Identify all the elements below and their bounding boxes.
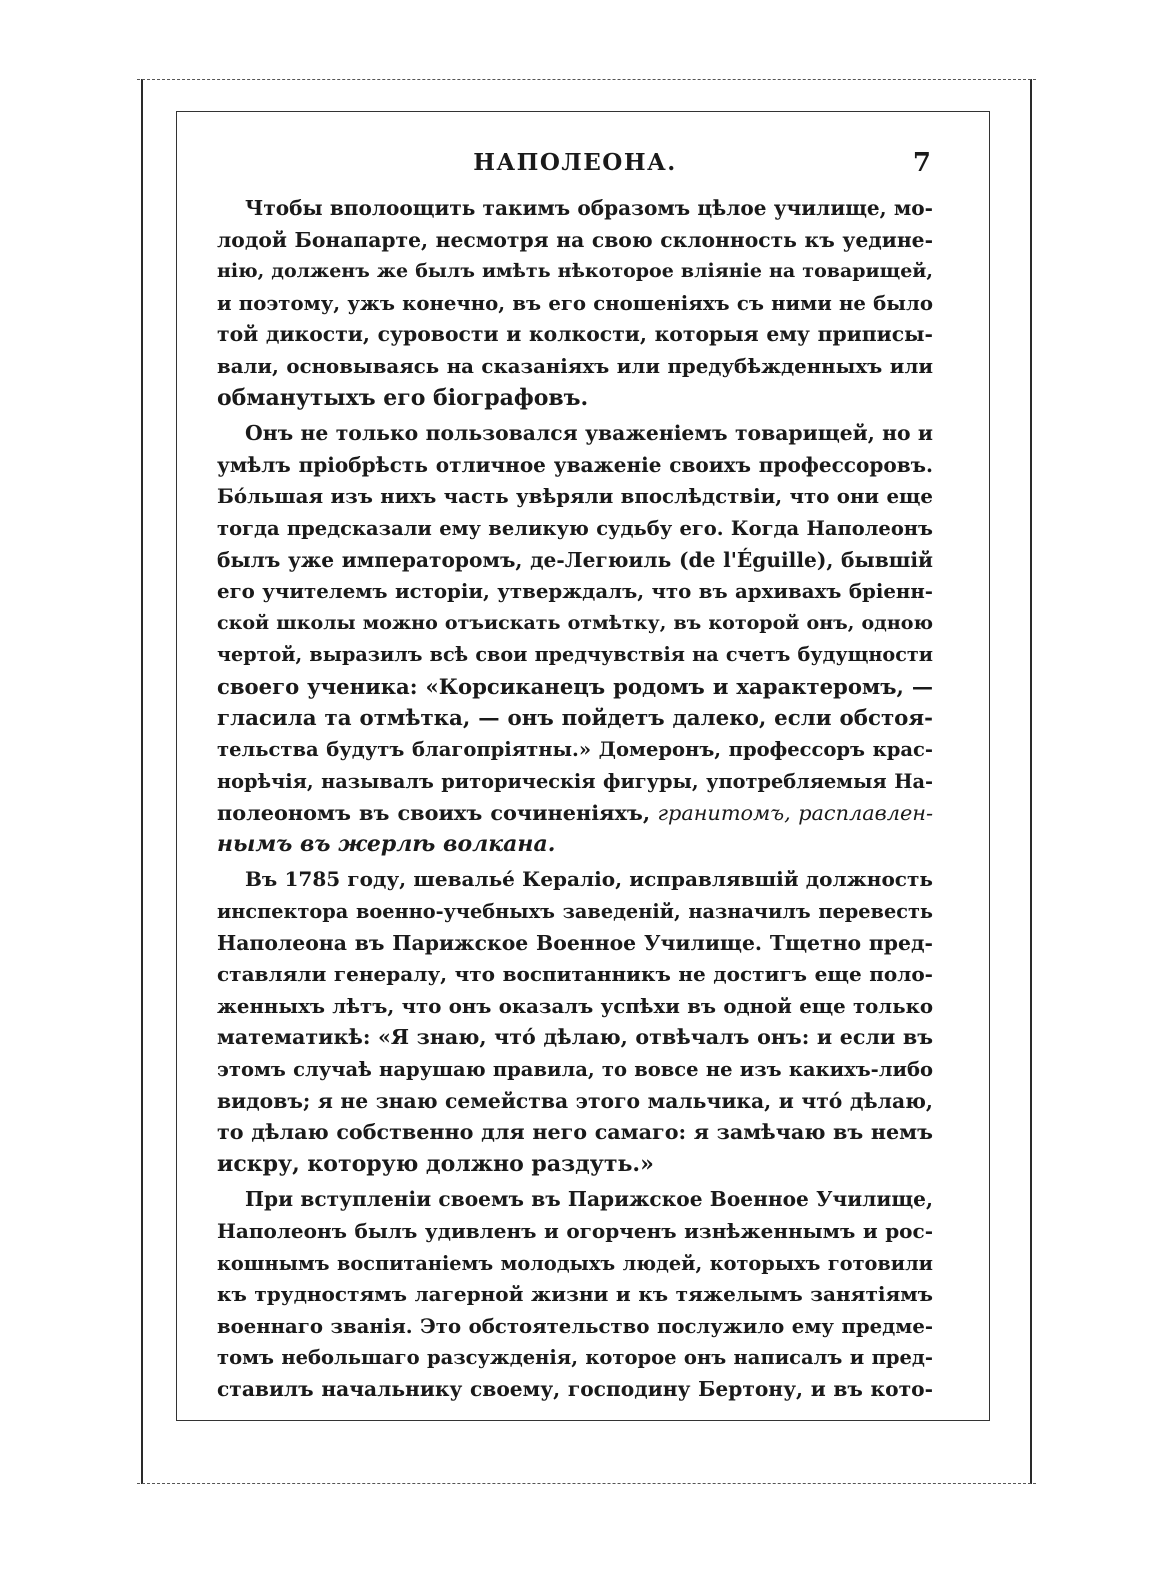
text-line: Онъ не только пользовался уваженіемъ товарищей, но и [245, 421, 933, 446]
italic-segment: гранитомъ, расплавлен- [650, 801, 933, 826]
text-line: тогда предсказали ему великую судьбу его. Когда Наполеонъ [217, 516, 933, 540]
text-line: Наполеона въ Парижское Военное Училище. Тщетно пред- [217, 930, 933, 955]
text-line: военнаго званія. Это обстоятельство послужило ему предме- [217, 1314, 933, 1338]
text-line: той дикости, суровости и колкости, которыя ему приписы- [217, 322, 933, 347]
text-line: томъ небольшаго разсужденія, которое онъ написалъ и пред- [217, 1346, 933, 1370]
paragraph-2 [217, 418, 933, 860]
text-line: ставилъ начальнику своему, господину Бертону, и въ кото- [217, 1376, 933, 1401]
paragraph-1 [217, 193, 933, 414]
text-line: чертой, выразилъ всѣ свои предчувствія на счетъ будущности [217, 643, 933, 667]
text-line: и поэтому, ужъ конечно, въ его сношеніяхъ съ ними не было [217, 291, 933, 315]
text-line: Наполеонъ былъ удивленъ и огорченъ изнѣженнымъ и рос- [217, 1219, 933, 1243]
text-line: своего ученика: «Корсиканецъ родомъ и характеромъ, — [217, 673, 933, 699]
text-line: то дѣлаю собственно для него самаго: я замѣчаю въ немъ [217, 1120, 933, 1145]
text-line: вали, основываясь на сказаніяхъ или предубѣжденныхъ или [217, 353, 933, 378]
running-head [217, 143, 933, 183]
text-line: Чтобы вполоощить такимъ образомъ цѣлое училище, мо- [245, 196, 933, 220]
text-line: къ трудностямъ лагерной жизни и къ тяжелымъ занятіямъ [217, 1282, 933, 1307]
text-line: инспектора военно-учебныхъ заведеній, назначилъ перевесть [217, 900, 933, 924]
text-line: лодой Бонапарте, несмотря на свою склонность къ уедине- [217, 227, 933, 252]
text-line: математикѣ: «Я знаю, что́ дѣлаю, отвѣчалъ онъ: и если въ [217, 1025, 933, 1050]
text-line: былъ уже императоромъ, де-Легюиль (de l'Éguille), бывшій [217, 547, 933, 572]
text-line: Бо́льшая изъ нихъ часть увѣряли впослѣдствіи, что они еще [217, 484, 933, 509]
paragraph-3 [217, 864, 933, 1180]
text-line: гласила та отмѣтка, — онъ пойдетъ далеко, если обстоя- [217, 705, 933, 731]
text-line: тельства будутъ благопріятны.» Домеронъ, профессоръ крас- [217, 738, 933, 762]
text-line: искру, которую должно раздуть.» [217, 1150, 654, 1177]
text-line: его учителемъ исторіи, утверждалъ, что въ архивахъ бріенн- [217, 579, 933, 604]
page-number: 7 [912, 148, 931, 178]
paragraph-4 [217, 1184, 933, 1405]
text-line: Въ 1785 году, шевалье́ Кераліо, исправлявшій должность [245, 867, 933, 892]
text-line: видовъ; я не знаю семейства этого мальчика, и что́ дѣлаю, [217, 1088, 933, 1113]
text-line: При вступленіи своемъ въ Парижское Военное Училище, [245, 1187, 933, 1212]
running-title: НАПОЛЕОНА. [473, 149, 677, 176]
text-line: женныхъ лѣтъ, что онъ оказалъ успѣхи въ одной еще только [217, 993, 933, 1018]
text-line: умѣлъ пріобрѣсть отличное уваженіе своихъ профессоровъ. [217, 452, 933, 477]
text-line: ской школы можно отъискать отмѣтку, въ которой онъ, одною [217, 611, 933, 634]
page-text-block [217, 143, 933, 1410]
text-line: кошнымъ воспитаніемъ молодыхъ людей, которыхъ готовили [217, 1251, 933, 1275]
text-line: обманутыхъ его біографовъ. [217, 384, 589, 411]
italic-line: нымъ въ жерлѣ волкана. [217, 830, 556, 857]
text-line: норѣчія, называлъ риторическія фигуры, употребляемыя На- [217, 769, 933, 793]
text-line: этомъ случаѣ нарушаю правила, то вовсе не изъ какихъ-либо [217, 1058, 933, 1082]
text-line: ставляли генералу, что воспитанникъ не достигъ еще поло- [217, 962, 933, 987]
text-line-with-italic [217, 797, 933, 829]
text-line-segment: полеономъ въ своихъ сочиненіяхъ, [217, 800, 651, 826]
text-line: нію, долженъ же былъ имѣть нѣкоторое вліяніе на товарищей, [217, 260, 933, 283]
